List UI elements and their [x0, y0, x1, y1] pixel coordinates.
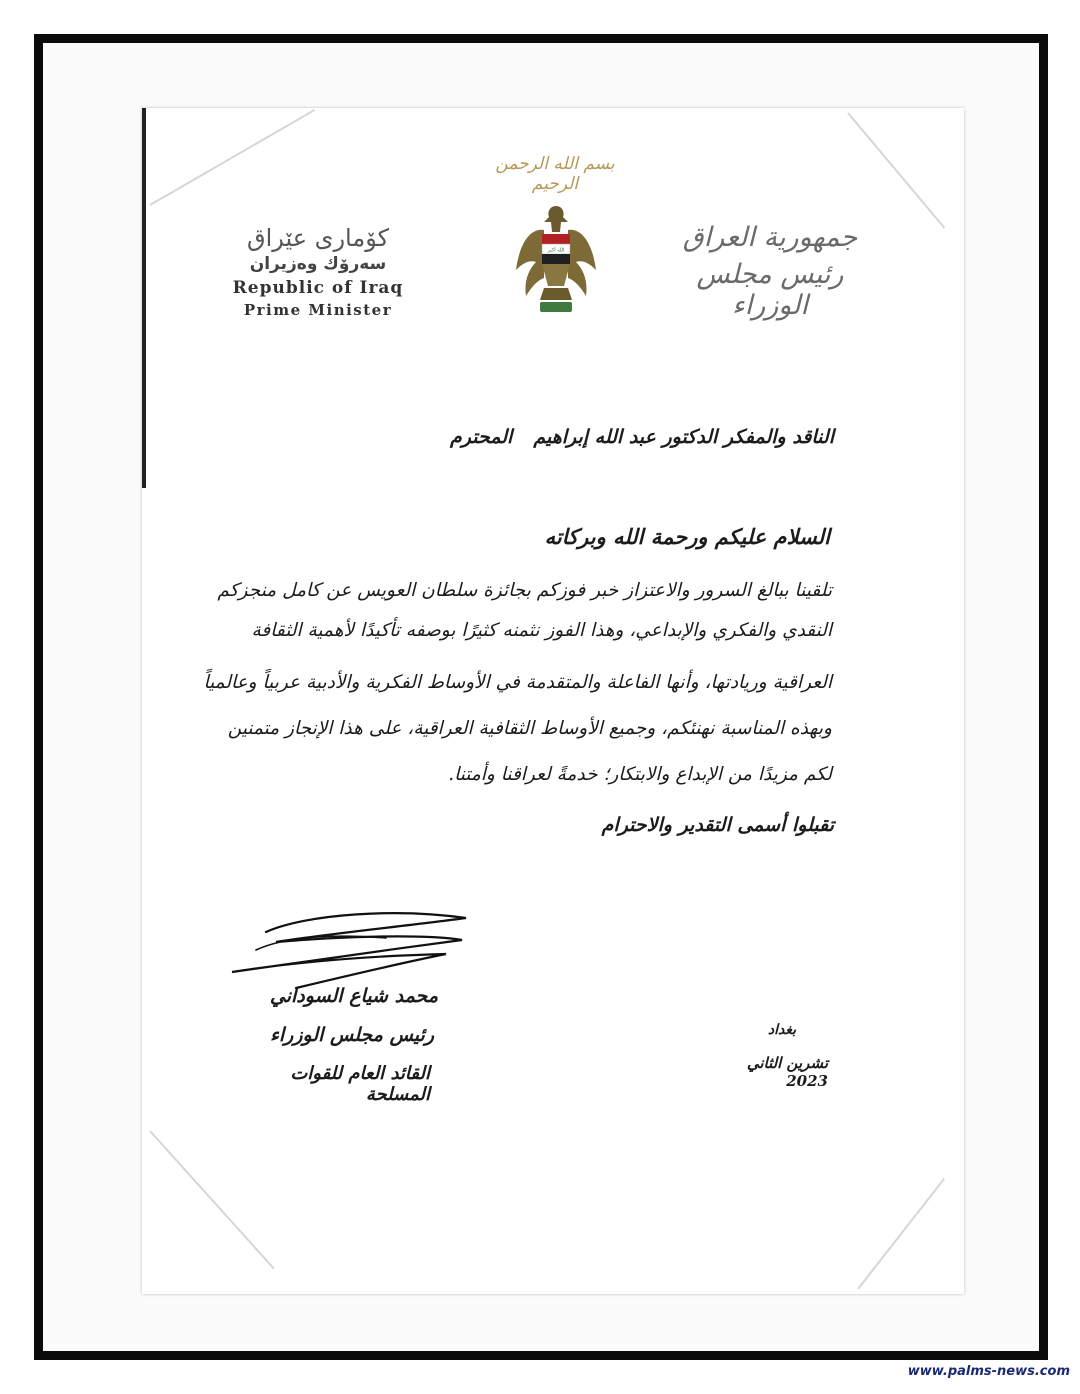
- header-english-country: Republic of Iraq: [232, 278, 404, 298]
- addressee-name: الناقد والمفكر الدكتور عبد الله إبراهيم: [533, 426, 834, 448]
- header-english-office: Prime Minister: [243, 301, 393, 319]
- emblem-text: الله أكبر: [547, 247, 565, 254]
- addressee-honorific: المحترم: [450, 426, 513, 448]
- body-line-5: لكم مزيدًا من الإبداع والابتكار؛ خدمةً لعراقنا وأمتنا.: [448, 764, 832, 785]
- body-line-4: وبهذه المناسبة نهنئكم، وجميع الأوساط الثقافية العراقية، على هذا الإنجاز متمنين: [227, 718, 832, 739]
- header-arabic-country: جمهورية العراق: [682, 222, 858, 253]
- signatory-title: رئيس مجلس الوزراء: [269, 1024, 434, 1046]
- letter-date: تشرين الثاني 2023: [746, 1054, 828, 1090]
- header-left-block: [218, 224, 418, 319]
- header-arabic-office: رئيس مجلس الوزراء: [696, 259, 844, 321]
- page-edge: [142, 108, 146, 488]
- letter-place: بغداد: [767, 1022, 796, 1038]
- addressee-line: [450, 426, 834, 448]
- iraq-eagle-emblem: [514, 200, 598, 324]
- body-line-2: النقدي والفكري والإبداعي، وهذا الفوز نثمنه كثيرًا بوصفه تأكيدًا لأهمية الثقافة: [251, 620, 832, 641]
- signature-scribble: [226, 906, 472, 992]
- closing-line: تقبلوا أسمى التقدير والاحترام: [601, 814, 834, 836]
- watermark-url: www.palms-news.com: [907, 1364, 1070, 1379]
- header-right-block: [680, 222, 860, 321]
- signatory-name: محمد شياع السوداني: [269, 985, 438, 1007]
- body-line-3: العراقية وريادتها، وأنها الفاعلة والمتقدمة في الأوساط الفكرية والأدبية عربياً وعالمياً: [203, 672, 832, 693]
- header-kurdish-country: كۆماری عێراق: [246, 224, 390, 252]
- salutation: السلام عليكم ورحمة الله وبركاته: [544, 524, 830, 549]
- basmala: بسم الله الرحمن الرحيم: [495, 154, 615, 194]
- body-line-1: تلقينا ببالغ السرور والاعتزاز خبر فوزكم بجائزة سلطان العويس عن كامل منجزكم: [217, 580, 832, 601]
- signatory-title-2: القائد العام للقوات المسلحة: [290, 1063, 430, 1105]
- header-kurdish-office: سەرۆك وەزیران: [249, 254, 387, 274]
